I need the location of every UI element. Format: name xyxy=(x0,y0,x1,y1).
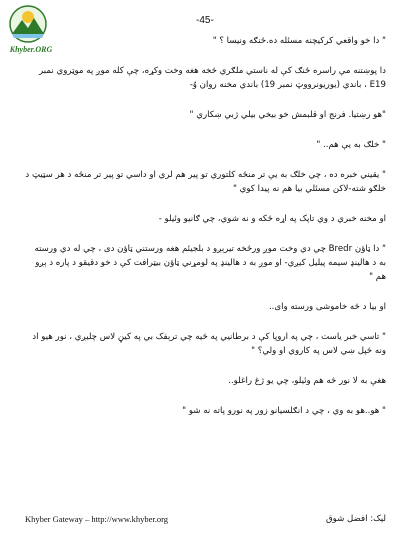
logo-text: Khyber.ORG xyxy=(9,45,53,54)
document-body xyxy=(25,34,386,418)
paragraph-3: "هو رښتيا. فرنج او قلبمش خو بيخي بيلي ژبي ښکاري " xyxy=(189,110,386,120)
paragraph-6: او مخنه خبري د وي تاپک په اړه څکه و نه شوي، چي ګانيو وئيلو - xyxy=(158,214,386,224)
footer-website: Khyber Gateway – http://www.khyber.org xyxy=(25,514,169,524)
paragraph-4: " خلګ به يې هم.. " xyxy=(316,140,386,150)
paragraph-7: " دا ټاؤن Bredr چي دي وخت موږ ورځخه تيرېږو د بلجيئم هغه ورستني ټاؤن دی ، چي له دي ورسته به د هالينډ سيمه پيليل کيږي- او موږ به د هالينډ په لومړني ټاؤن بيټرافت کې د خو دقيقو د پاره د ېږو هم " xyxy=(34,244,386,282)
paragraph-8: او بيا د څه خاموشی ورسته وای.. xyxy=(268,302,386,312)
paragraph-5: " يقيني خبره ده ، چي خلګ به يې تر منځه کلتوري تو پير هم لري او داسي تو پير تر منځه د هر سټيټ د خلګو شته-لاکن مسئلي بيا هم نه پيدا کوي " xyxy=(25,170,386,194)
page-number: -45- xyxy=(196,15,214,26)
paragraph-9: " تاسي خبر ياست ، چي په اروپا کې د برطانيي په څيه چي ترېفک بي په کيڼ لاس چليږي ، نور هيو اد ونه څپل ښي لاس په کاروي او ولي؟ " xyxy=(32,332,386,356)
paragraph-2: دا پوښتنه مې راسره ځنګ کې له ناستي ملګري څخه هغه وخت وکړه، چې کله موږ په موټروي نمبر E19 ، باندي (يوريونرووټ نمبر 19) باندي مخنه روان وُ- xyxy=(39,66,386,90)
footer-author: ليک: افضل شوق xyxy=(325,514,386,524)
paragraph-11: " هو..هو به وي ، چي د انګلسيانو زور په نورو پاته نه شو " xyxy=(182,406,386,416)
footer xyxy=(25,514,386,526)
paragraph-1: " دا خو واقعي کرکيچنه مسئله ده.ځنګه ونيسا ؟ " xyxy=(212,36,386,46)
paragraph-10: هغې به لا نور څه هم وئيلو، چي يو ژغ راغلو.. xyxy=(228,376,386,386)
